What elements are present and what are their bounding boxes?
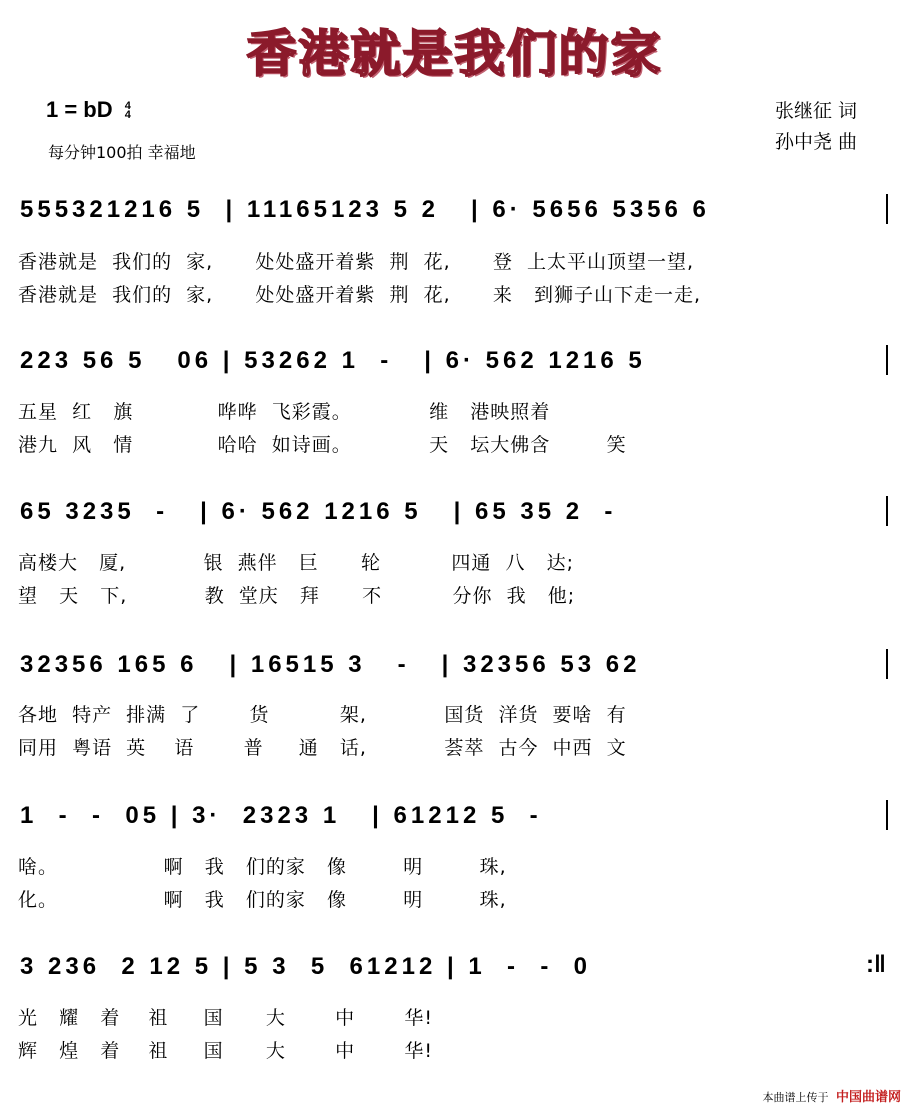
lyrics-verse1-line-4: 各地 特产 排满 了 货 架, 国货 洋货 要啥 有: [18, 704, 627, 726]
lyrics-verse2-line-3: 望 天 下, 教 堂庆 拜 不 分你 我 他;: [18, 585, 576, 607]
lyrics-verse1-line-6: 光 耀 着 祖 国 大 中 华!: [18, 1007, 434, 1029]
key-signature: [46, 97, 131, 123]
barline: [886, 649, 888, 679]
notes-line-4: 32356 165 6 | 16515 3 - | 32356 53 62: [20, 651, 641, 678]
site-logo: 中国曲谱网: [835, 1090, 901, 1105]
song-title: 香港就是我们的家: [246, 25, 663, 83]
barline: [886, 194, 888, 224]
notes-line-1: 555321216 5 | 11165123 5 2 | 6· 5656 5356 6: [20, 196, 710, 223]
barline: [886, 345, 888, 375]
notes-line-2: 223 56 5 06 | 53262 1 - | 6· 562 1216 5: [20, 347, 646, 374]
lyrics-verse1-line-2: 五星 红 旗 哗哗 飞彩霞。 维 港映照着: [18, 401, 551, 423]
notes-line-6: 3 236 2 12 5 | 5 3 5 61212 | 1 - - 0: [20, 953, 592, 980]
repeat-end-barline: :‖: [866, 951, 886, 978]
key-text: 1 = bD: [46, 97, 113, 122]
footer-text: 本曲谱上传于: [762, 1091, 829, 1104]
footer-source: [762, 1086, 901, 1105]
lyrics-verse2-line-4: 同用 粤语 英 语 普 通 话, 荟萃 古今 中西 文: [18, 737, 627, 759]
lyricist-credit: 张继征 词: [774, 100, 857, 122]
notes-line-5: 1 - - 05 | 3· 2323 1 | 61212 5 -: [20, 802, 542, 829]
lyrics-verse2-line-2: 港九 风 情 哈哈 如诗画。 天 坛大佛含 笑: [18, 434, 627, 456]
lyrics-verse1-line-3: 高楼大 厦, 银 燕伴 巨 轮 四通 八 达;: [18, 552, 575, 574]
time-signature: [125, 102, 131, 120]
lyrics-verse1-line-5: 啥。 啊 我 们的家 像 明 珠,: [18, 856, 507, 878]
time-top: 4: [124, 100, 131, 113]
lyrics-verse2-line-1: 香港就是 我们的 家, 处处盛开着紫 荆 花, 来 到狮子山下走一走,: [18, 284, 702, 306]
notes-line-3: 65 3235 - | 6· 562 1216 5 | 65 35 2 -: [20, 498, 617, 525]
composer-credit: 孙中尧 曲: [774, 131, 857, 153]
time-bottom: 4: [124, 109, 131, 122]
lyrics-verse2-line-5: 化。 啊 我 们的家 像 明 珠,: [18, 889, 507, 911]
barline: [886, 800, 888, 830]
lyrics-verse1-line-1: 香港就是 我们的 家, 处处盛开着紫 荆 花, 登 上太平山顶望一望,: [18, 251, 694, 273]
lyrics-verse2-line-6: 辉 煌 着 祖 国 大 中 华!: [18, 1040, 434, 1062]
barline: [886, 496, 888, 526]
tempo-marking: 每分钟100拍 幸福地: [48, 143, 196, 162]
